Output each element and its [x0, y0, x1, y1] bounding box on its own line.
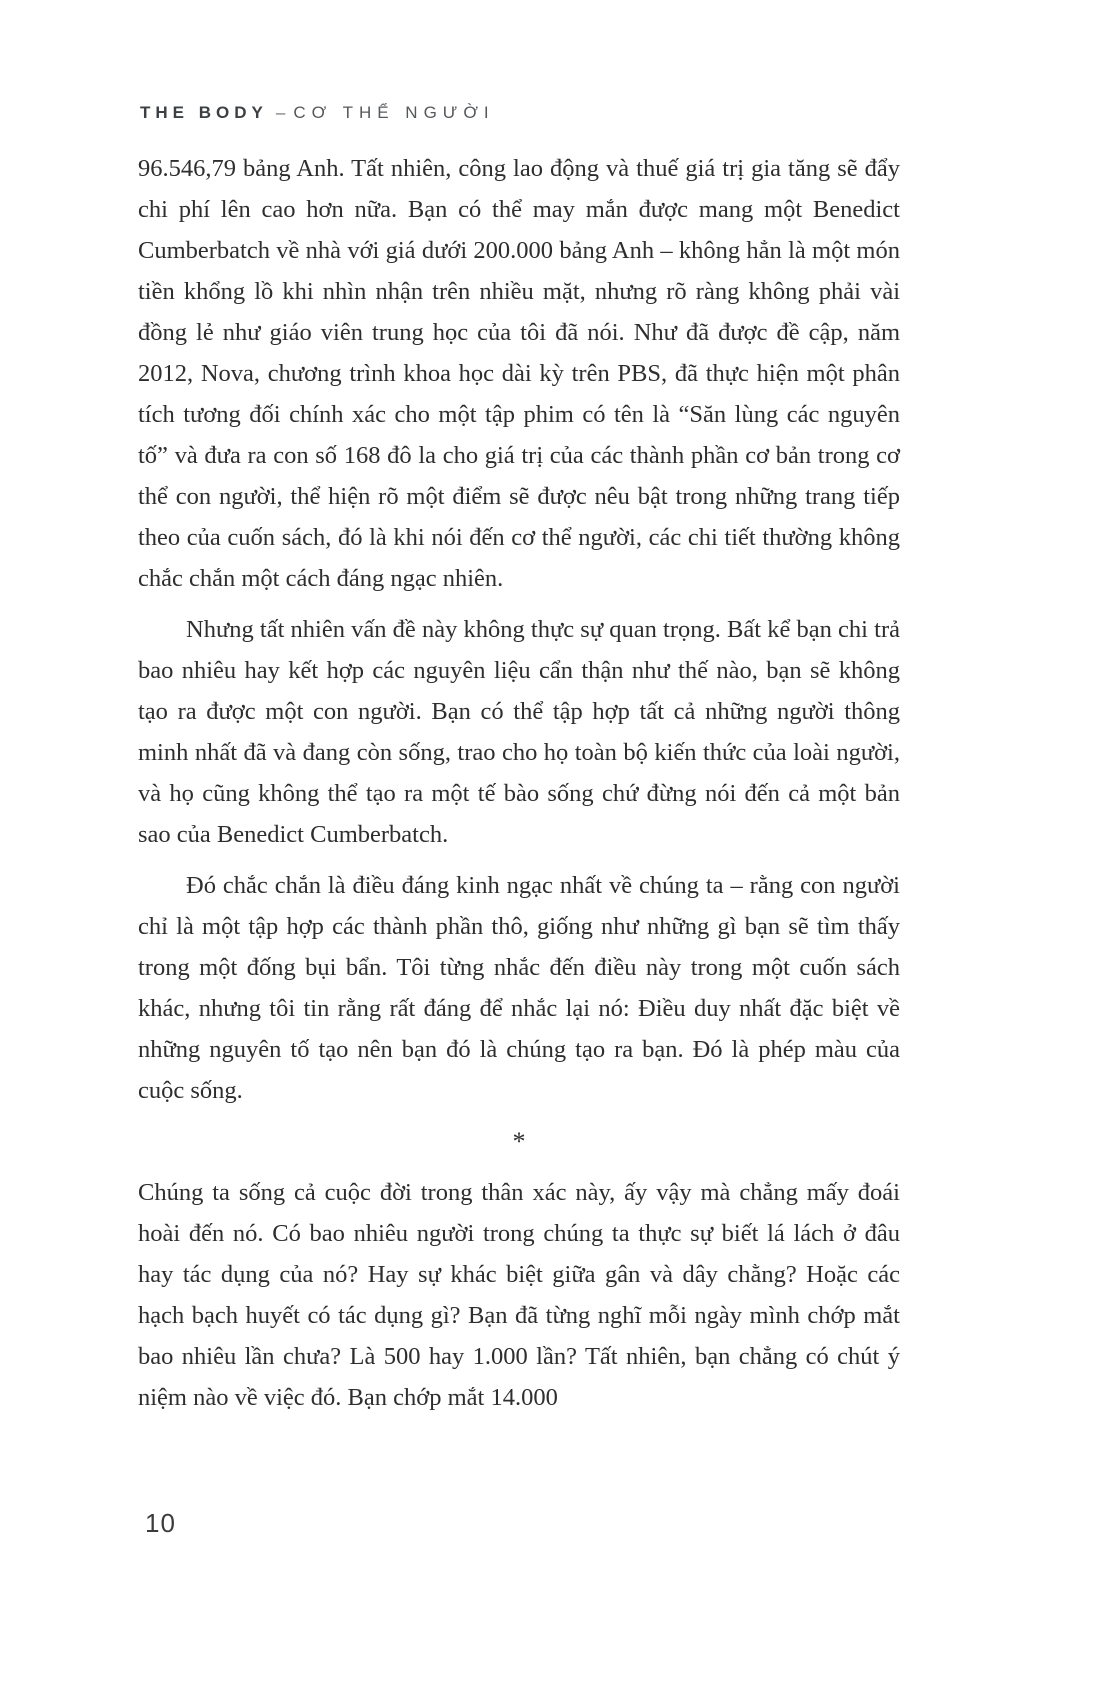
body-paragraph: Chúng ta sống cả cuộc đời trong thân xác này, ấy vậy mà chẳng mấy đoái hoài đến nó. Có bao nhiêu người trong chúng ta thực sự biết lá lách ở đâu hay tác dụng của nó? Hay sự khác biệt giữa gân và dây chằng? Hoặc các hạch bạch huyết có tác dụng gì? Bạn đã từng nghĩ mỗi ngày mình chớp mắt bao nhiêu lần chưa? Là 500 hay 1.000 lần? Tất nhiên, bạn chẳng có chút ý niệm nào về việc đó. Bạn chớp mắt 14.000 [138, 1179, 900, 1411]
book-title-english: THE BODY [140, 103, 268, 122]
body-paragraph: Đó chắc chắn là điều đáng kinh ngạc nhất về chúng ta – rằng con người chỉ là một tập hợp các thành phần thô, giống như những gì bạn sẽ tìm thấy trong một đống bụi bẩn. Tôi từng nhắc đến điều này trong một cuốn sách khác, nhưng tôi tin rằng rất đáng để nhắc lại nó: Điều duy nhất đặc biệt về những nguyên tố tạo nên bạn đó là chúng tạo ra bạn. Đó là phép màu của cuộc sống. [138, 872, 900, 1104]
running-header [140, 103, 495, 123]
body-paragraph: Nhưng tất nhiên vấn đề này không thực sự quan trọng. Bất kể bạn chi trả bao nhiêu hay kết hợp các nguyên liệu cẩn thận như thế nào, bạn sẽ không tạo ra được một con người. Bạn có thể tập hợp tất cả những người thông minh nhất đã và đang còn sống, trao cho họ toàn bộ kiến thức của loài người, và họ cũng không thể tạo ra một tế bào sống chứ đừng nói đến cả một bản sao của Benedict Cumberbatch. [138, 616, 900, 848]
body-paragraph: 96.546,79 bảng Anh. Tất nhiên, công lao động và thuế giá trị gia tăng sẽ đẩy chi phí lên cao hơn nữa. Bạn có thể may mắn được mang một Benedict Cumberbatch về nhà với giá dưới 200.000 bảng Anh – không hẳn là một món tiền khổng lồ khi nhìn nhận trên nhiều mặt, nhưng rõ ràng không phải vài đồng lẻ như giáo viên trung học của tôi đã nói. Như đã được đề cập, năm 2012, Nova, chương trình khoa học dài kỳ trên PBS, đã thực hiện một phân tích tương đối chính xác cho một tập phim có tên là “Săn lùng các nguyên tố” và đưa ra con số 168 đô la cho giá trị của các thành phần cơ bản trong cơ thể con người, thể hiện rõ một điểm sẽ được nêu bật trong những trang tiếp theo của cuốn sách, đó là khi nói đến cơ thể người, các chi tiết thường không chắc chắn một cách đáng ngạc nhiên. [138, 155, 900, 592]
section-break-asterisk: * [512, 1127, 526, 1156]
page-number: 10 [145, 1508, 176, 1538]
book-title-vietnamese: CƠ THỂ NGƯỜI [293, 103, 495, 122]
page-body-text [138, 148, 900, 1428]
header-dash: – [275, 103, 286, 122]
